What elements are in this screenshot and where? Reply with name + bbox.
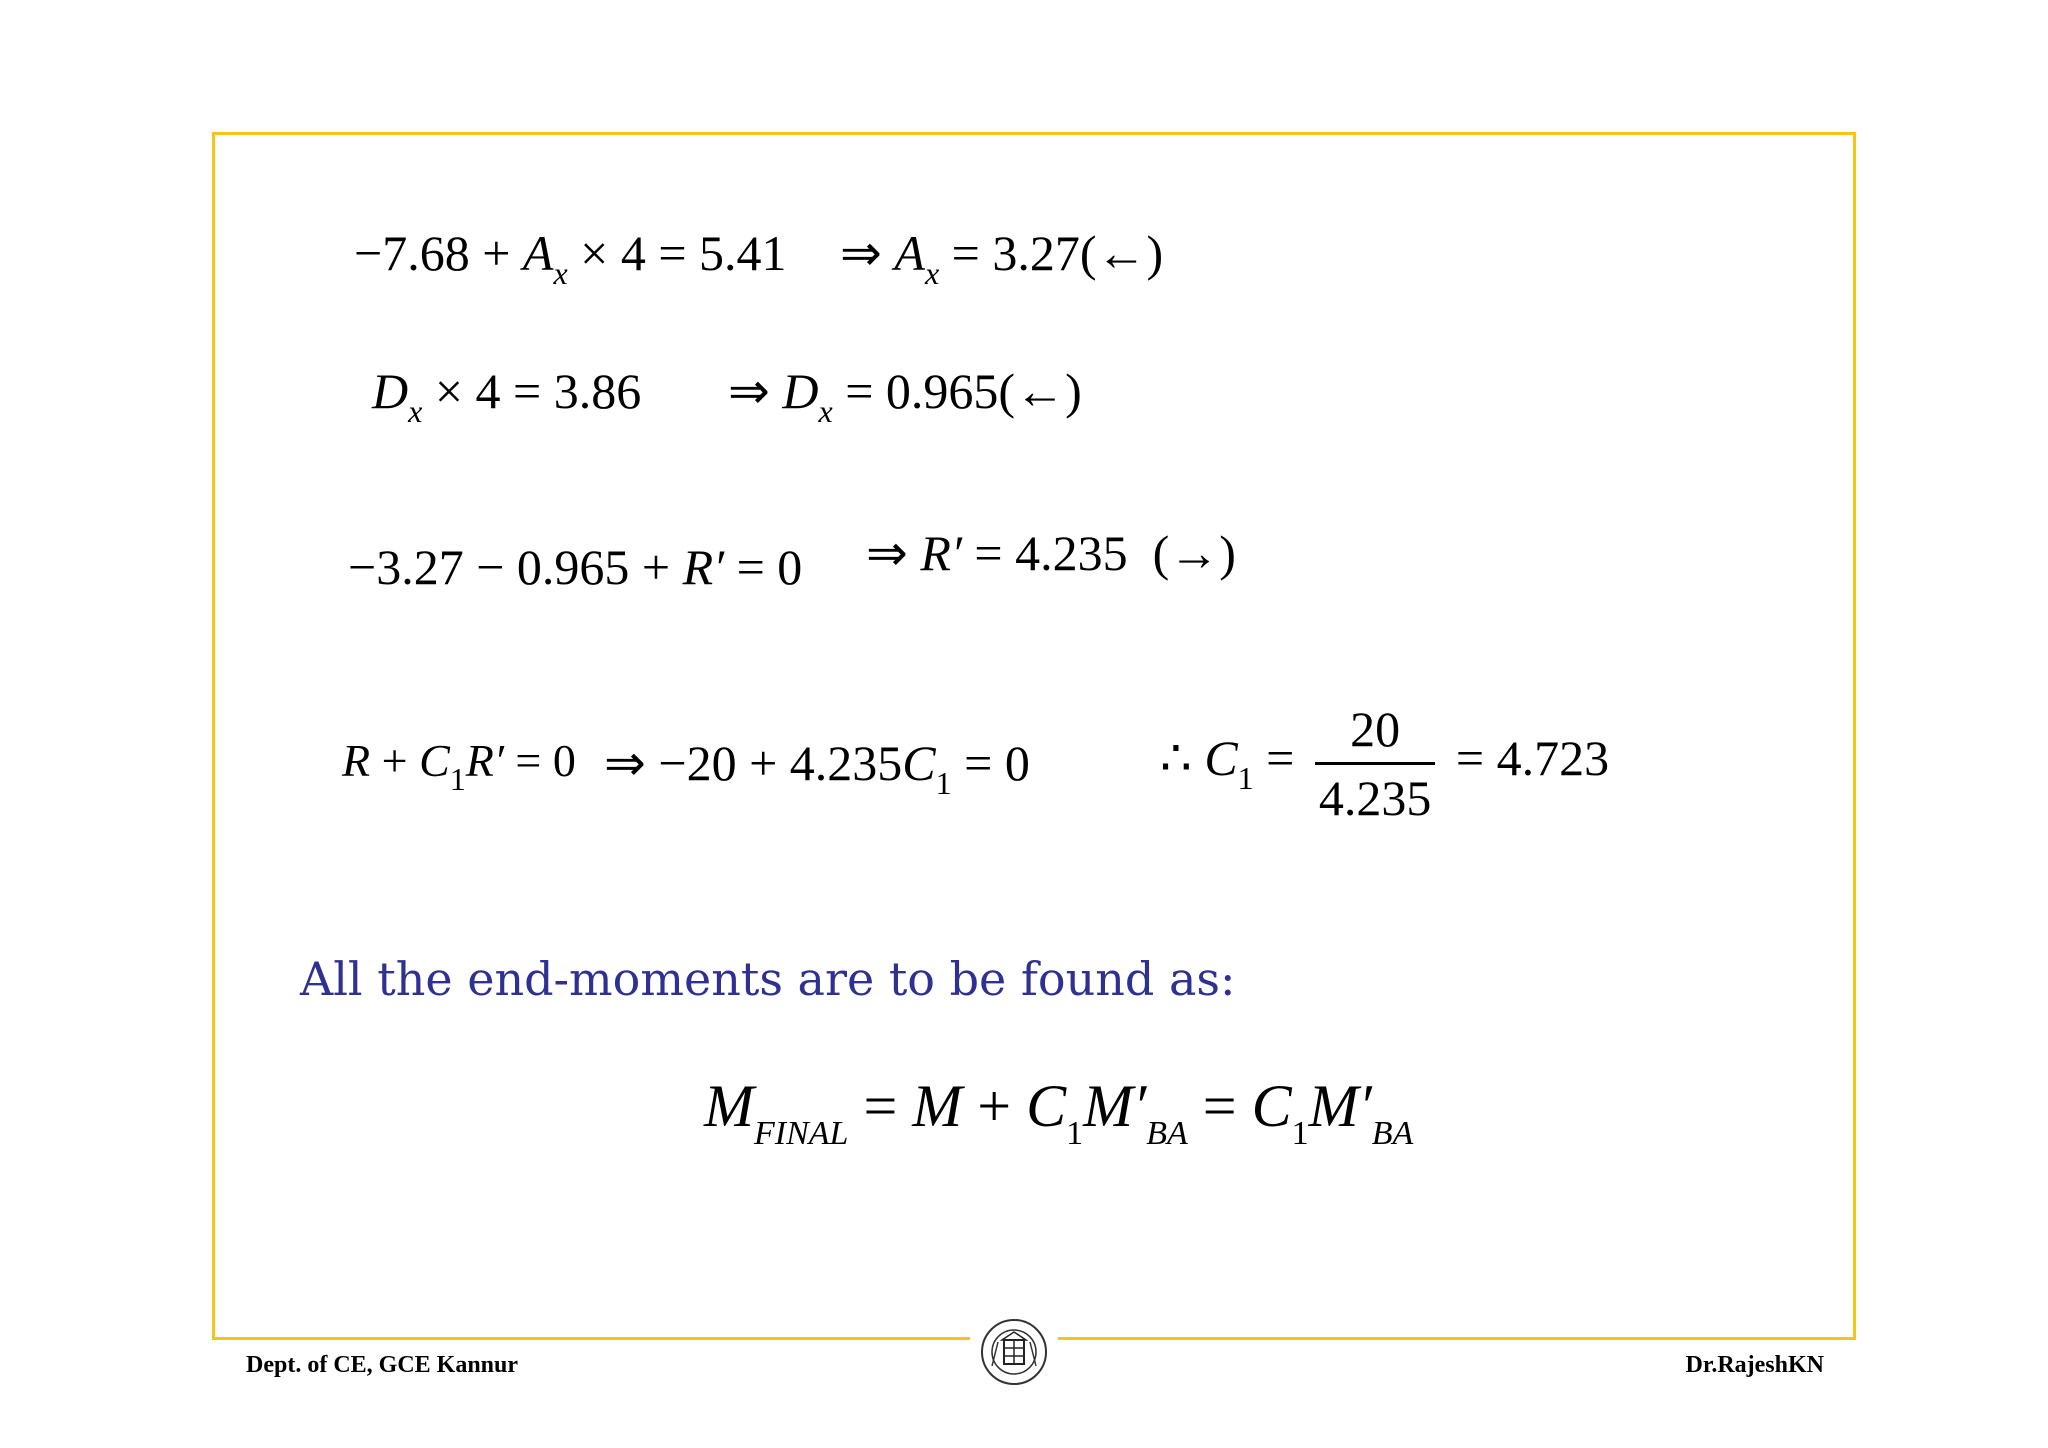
equation-3-lhs: −3.27 − 0.965 + R′ = 0 xyxy=(348,539,803,595)
equation-1-rhs: ⇒ $A_x$ = 3.27(←) xyxy=(840,225,1164,291)
equation-2-rhs: ⇒ $D_x$ = 0.965(←) xyxy=(728,363,1082,429)
fraction xyxy=(1315,701,1436,826)
final-equation: $M_{FINAL} = M + C_1M'_{BA} = C_1M'_{BA}$ xyxy=(704,1073,1414,1152)
slide-frame xyxy=(212,132,1856,1340)
equation-1-lhs: $-7.68 + A_x \times 4 = 5.41$ xyxy=(354,225,787,291)
equation-4-conclusion: ∴ $C_1$ = $\frac{20}{4.235}$ = 4.723 xyxy=(1160,701,1610,826)
equation-3-rhs: ⇒ R′ = 4.235 (→) xyxy=(866,525,1236,581)
equation-4-rhs: ⇒ $-20 + 4.235C_1 = 0$ xyxy=(604,735,1030,801)
equation-4-lhs: $R + C_1R' = 0$ xyxy=(342,735,576,797)
college-seal-icon xyxy=(978,1316,1050,1388)
fraction-numerator: 20 xyxy=(1350,701,1401,757)
equation-2-lhs: $D_x \times 4 = 3.86$ xyxy=(372,363,642,429)
subtitle: All the end-moments are to be found as: xyxy=(300,952,1236,1006)
footer-department: Dept. of CE, GCE Kannur xyxy=(246,1352,519,1378)
footer-author: Dr.RajeshKN xyxy=(1685,1352,1824,1378)
fraction-denominator: 4.235 xyxy=(1318,770,1432,826)
